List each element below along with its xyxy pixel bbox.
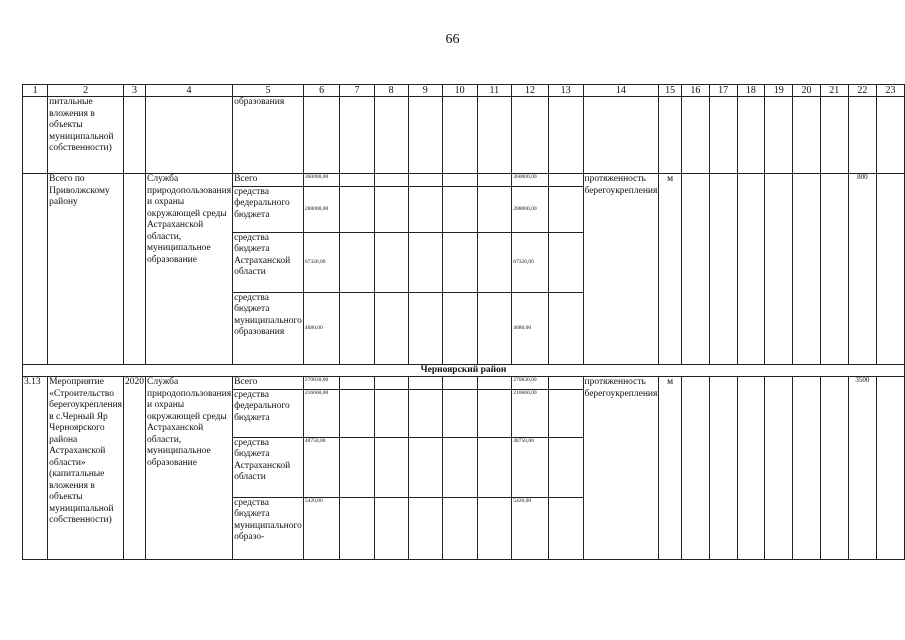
page-number: 66 xyxy=(445,32,460,47)
funding-source: средства федерального бюджета xyxy=(233,186,304,232)
funding-source: Всего xyxy=(233,377,304,390)
col-header: 23 xyxy=(877,85,905,97)
col-header: 9 xyxy=(408,85,442,97)
executor: Служба природопользования и охраны окружающей среды Астраханской области, муниципальное образование xyxy=(146,174,233,365)
funding-source: средства федерального бюджета xyxy=(233,389,304,437)
col-header: 13 xyxy=(548,85,583,97)
amount-col12: 216660,00 xyxy=(512,389,549,437)
funding-source: образования xyxy=(233,97,304,174)
col-header: 18 xyxy=(737,85,765,97)
section-title: Черноярский район xyxy=(23,364,905,377)
col-header: 12 xyxy=(512,85,549,97)
amount-col12: 270830,00 xyxy=(512,377,549,390)
amount-col6: 288000,00 xyxy=(303,186,340,232)
amount-col6: 48750,00 xyxy=(303,437,340,497)
amount-col12: 67320,00 xyxy=(512,232,549,292)
col-header: 17 xyxy=(709,85,737,97)
amount-col6: 4680,00 xyxy=(303,292,340,364)
col-header: 1 xyxy=(23,85,48,97)
funding-source: средства бюджета муниципального образо- xyxy=(233,497,304,559)
amount-col6: 216660,00 xyxy=(303,389,340,437)
col-header: 3 xyxy=(124,85,146,97)
amount-col12: 48750,00 xyxy=(512,437,549,497)
col-header: 14 xyxy=(583,85,659,97)
col-header: 15 xyxy=(659,85,682,97)
amount-col12: 5420,00 xyxy=(512,497,549,559)
col-header: 8 xyxy=(374,85,408,97)
col-header: 20 xyxy=(793,85,821,97)
col-header: 22 xyxy=(848,85,876,97)
executor: Служба природопользования и охраны окружающей среды Астраханской области, муниципальное образование xyxy=(146,377,233,560)
col-header: 5 xyxy=(233,85,304,97)
amount-col12: 288000,00 xyxy=(512,186,549,232)
funding-source: Всего xyxy=(233,174,304,187)
indicator-name: протяженность берегоукрепления xyxy=(583,174,659,365)
table-row xyxy=(23,174,905,187)
funding-source: средства бюджета Астраханской области xyxy=(233,437,304,497)
amount-col6: 360000,00 xyxy=(303,174,340,187)
col-header: 11 xyxy=(477,85,512,97)
col-header: 19 xyxy=(765,85,793,97)
indicator-unit: м xyxy=(659,174,682,365)
funding-source: средства бюджета Астраханской области xyxy=(233,232,304,292)
indicator-value: 800 xyxy=(848,174,876,365)
measure-name: Мероприятие «Строительство берегоукрепления в с.Черный Яр Черноярского района Астраханской области» (капитальные вложения в объекты муниципальной собственности) xyxy=(48,377,124,560)
amount-col12: 4680,00 xyxy=(512,292,549,364)
section-row xyxy=(23,364,905,377)
col-header: 16 xyxy=(681,85,709,97)
amount-col6: 5420,00 xyxy=(303,497,340,559)
indicator-unit: м xyxy=(659,377,682,560)
amount-col6: 270830,00 xyxy=(303,377,340,390)
funding-source: средства бюджета муниципального образования xyxy=(233,292,304,364)
col-header: 2 xyxy=(48,85,124,97)
col-header: 6 xyxy=(303,85,340,97)
col-header: 21 xyxy=(820,85,848,97)
col-header: 7 xyxy=(340,85,374,97)
table-row xyxy=(23,377,905,390)
col-header: 4 xyxy=(146,85,233,97)
district-total-name: Всего по Приволжскому району xyxy=(48,174,124,365)
item-number: 3.13 xyxy=(23,377,48,560)
indicator-value: 3500 xyxy=(848,377,876,560)
col-header: 10 xyxy=(442,85,477,97)
amount-col12: 360000,00 xyxy=(512,174,549,187)
item-year: 2020 xyxy=(124,377,146,560)
column-number-row xyxy=(23,85,905,97)
indicator-name: протяженность берегоукрепления xyxy=(583,377,659,560)
budget-table xyxy=(22,84,905,560)
measure-name: питальные вложения в объекты муниципальной собственности) xyxy=(48,97,124,174)
amount-col6: 67320,00 xyxy=(303,232,340,292)
table-row xyxy=(23,97,905,174)
